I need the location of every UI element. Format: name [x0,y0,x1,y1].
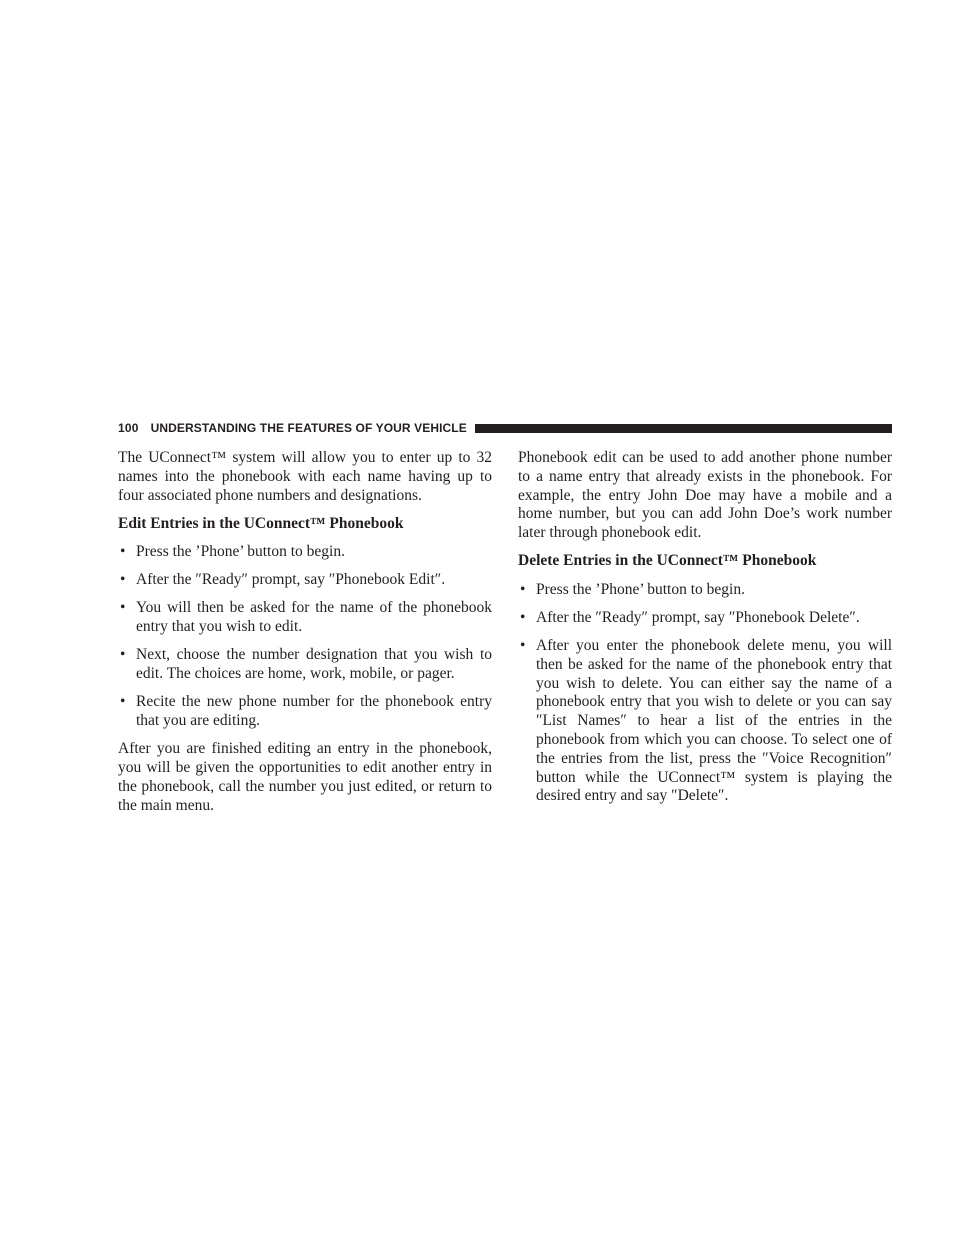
left-column [118,449,492,825]
delete-entries-heading: Delete Entries in the UConnect™ Phonebook [518,552,817,570]
bullet: • [520,636,526,654]
list-item [118,693,492,731]
bullet: • [120,542,126,560]
list-item-text: Recite the new phone number for the phonebook entry that you are editing. [136,693,492,730]
right-column [518,449,892,816]
phonebook-edit-paragraph: Phonebook edit can be used to add another phone number to a name entry that already exists in the phonebook. For example, the entry John Doe may have a mobile and a home number, but you can add John Doe’s work number later through phonebook edit. [518,449,892,542]
list-item [118,646,492,684]
page-header [118,419,892,436]
list-item-text: You will then be asked for the name of the phonebook entry that you wish to edit. [136,599,492,636]
bullet: • [520,608,526,626]
section-title: UNDERSTANDING THE FEATURES OF YOUR VEHICLE [150,420,467,435]
delete-steps-list [518,581,892,807]
list-item-text: Press the ’Phone’ button to begin. [136,542,345,560]
list-item [518,581,892,600]
bullet: • [120,646,126,664]
list-item-text: After the ″Ready″ prompt, say ″Phonebook Edit″. [136,571,446,589]
edit-steps-list [118,543,492,731]
list-item [518,609,892,628]
bullet: • [120,571,126,589]
bullet: • [520,580,526,598]
header-rule [475,424,892,433]
page-number: 100 [118,420,139,435]
intro-paragraph: The UConnect™ system will allow you to enter up to 32 names into the phonebook with each name having up to four associated phone numbers and designations. [118,449,492,504]
list-item [118,571,492,590]
list-item [118,543,492,562]
bullet: • [120,693,126,711]
edit-entries-heading: Edit Entries in the UConnect™ Phonebook [118,514,404,532]
list-item [118,599,492,637]
list-item-text: After the ″Ready″ prompt, say ″Phonebook Delete″. [536,608,860,626]
bullet: • [120,599,126,617]
list-item-text: After you enter the phonebook delete menu, you will then be asked for the name of the phonebook entry that you wish to delete. You can either say the name of a phonebook entry that you wish to delete or you can say ″List Names″ to hear a list of the entries in the phonebook from which you can choose. To select one of the entries from the list, press the ″Voice Recognition″ button while the UConnect™ system is playing the desired entry and say ″Delete″. [536,636,892,805]
list-item [518,637,892,806]
list-item-text: Press the ’Phone’ button to begin. [536,580,745,598]
after-edit-paragraph: After you are finished editing an entry in the phonebook, you will be given the opportunities to edit another entry in the phonebook, call the number you just edited, or return to the main menu. [118,740,492,814]
list-item-text: Next, choose the number designation that you wish to edit. The choices are home, work, mobile, or pager. [136,646,492,683]
